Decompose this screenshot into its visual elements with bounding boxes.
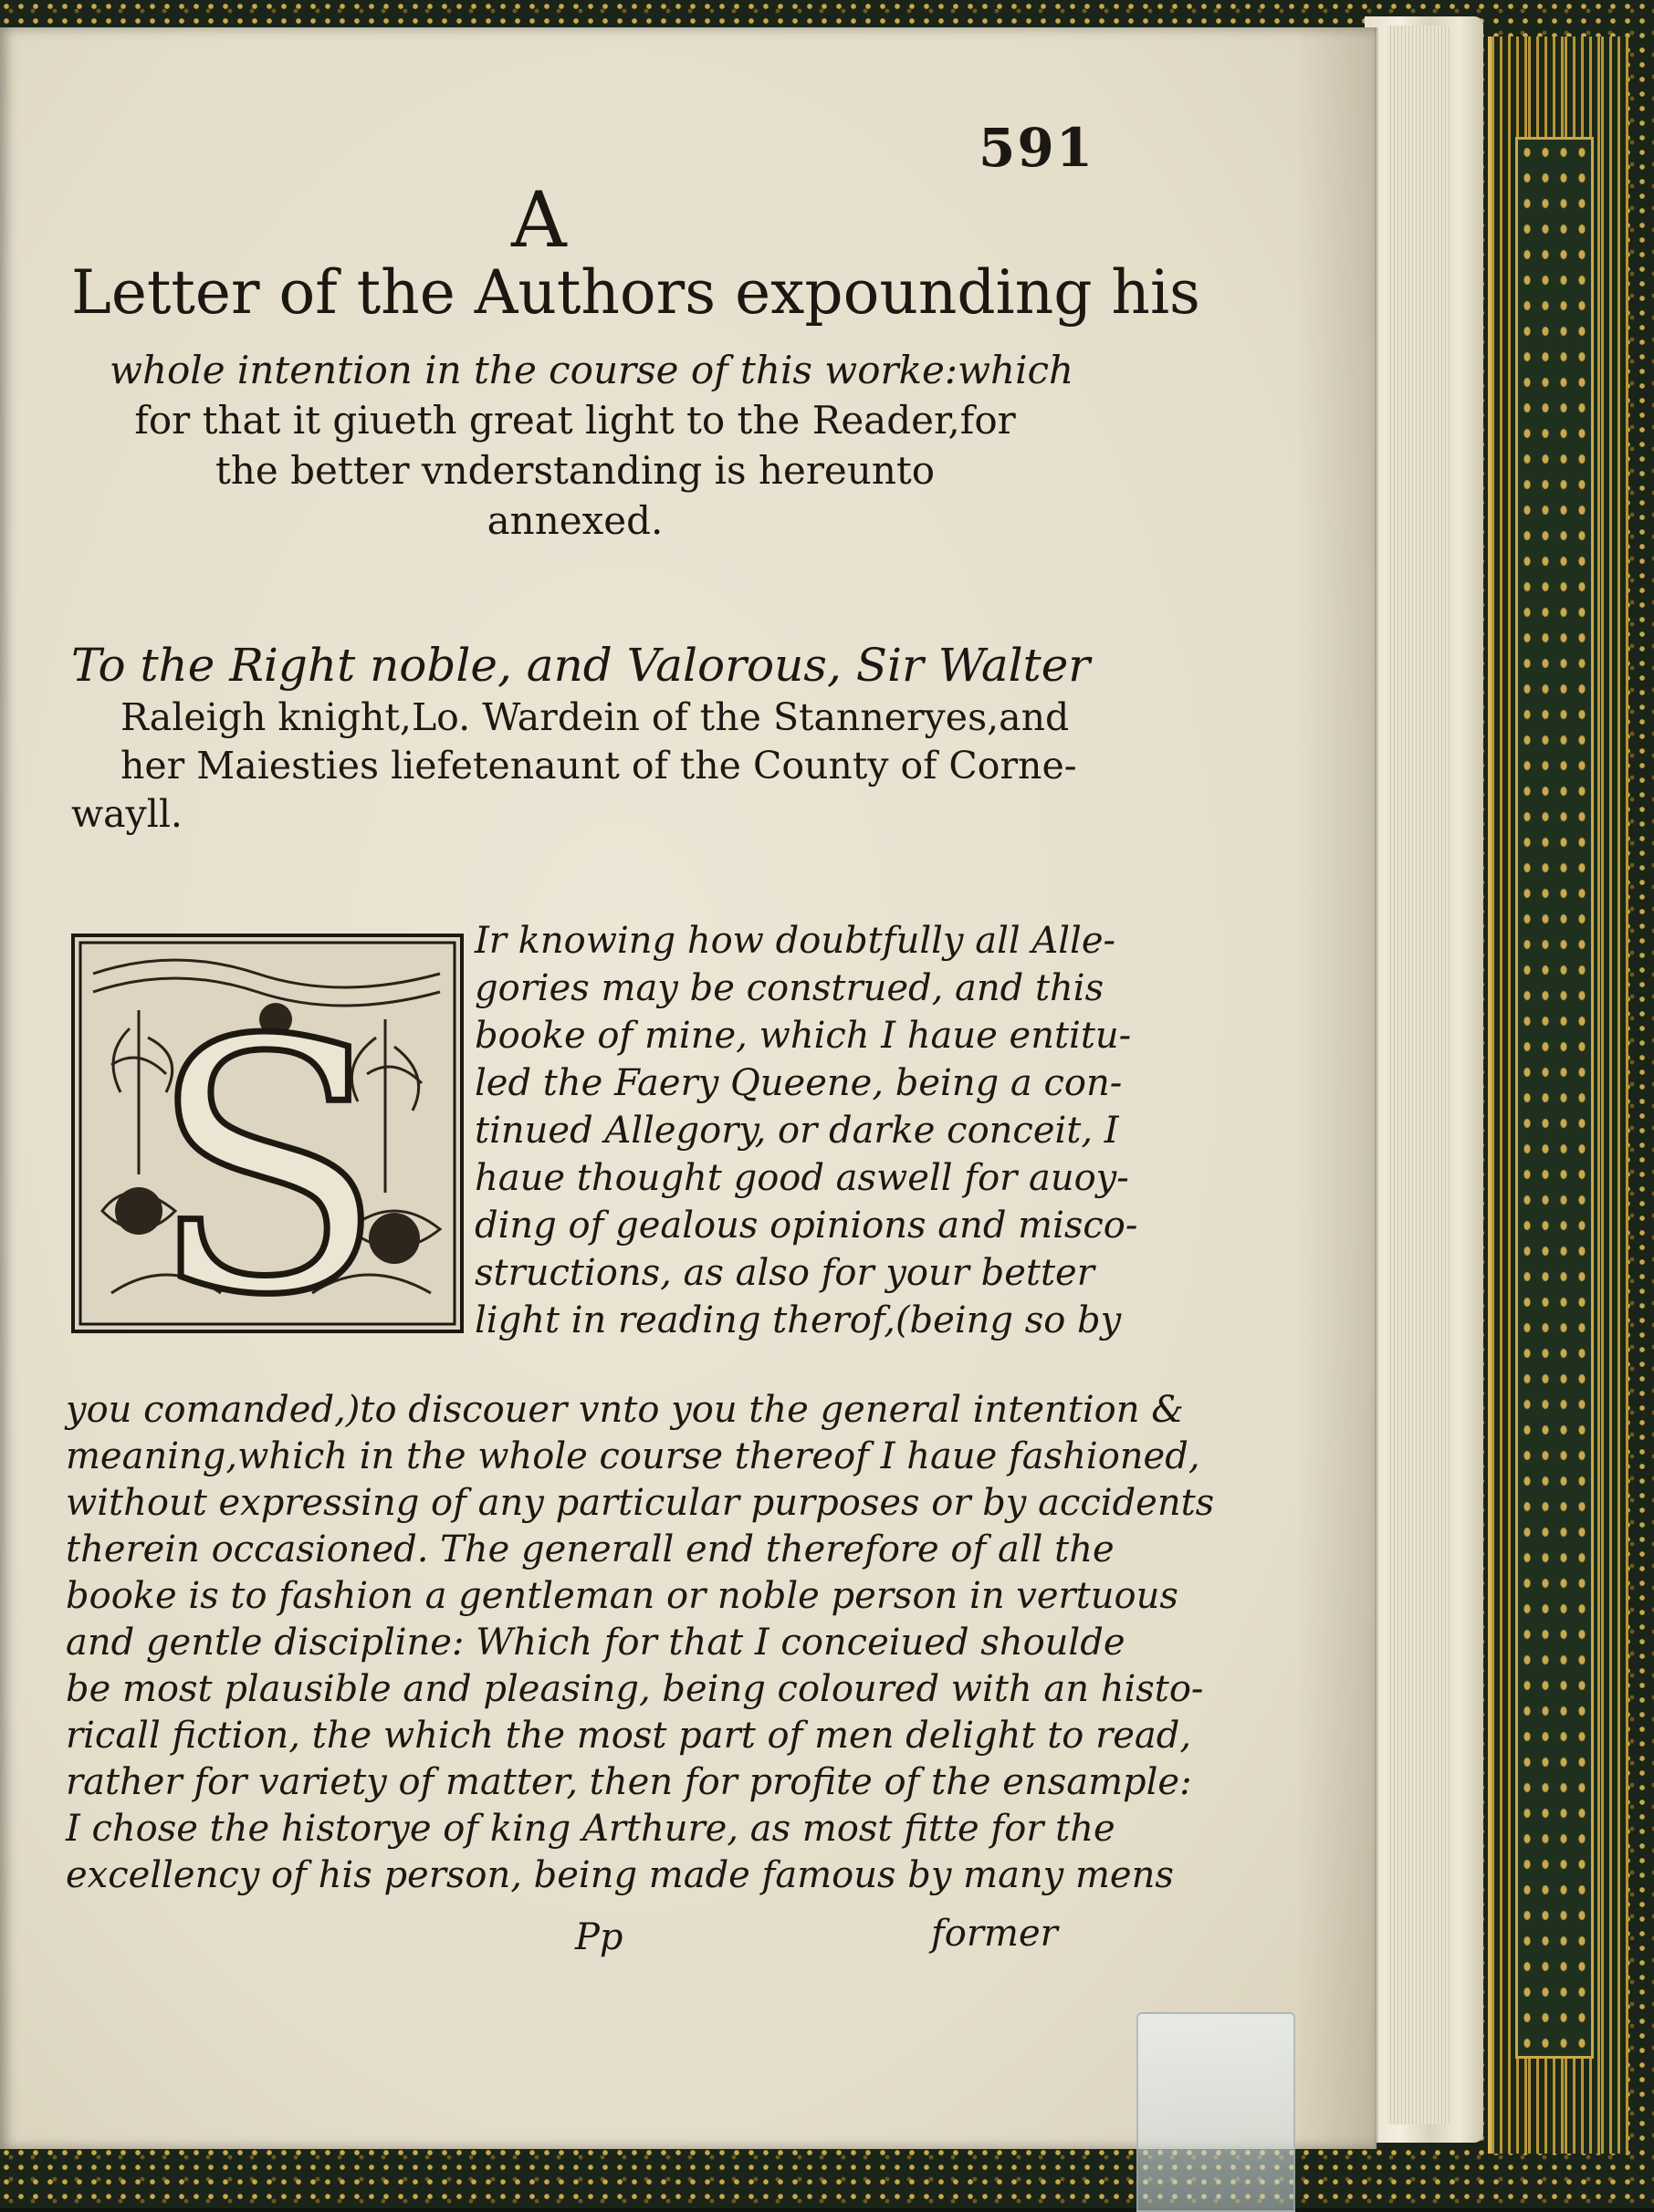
opening-paragraph xyxy=(475,917,1138,1344)
letter-body xyxy=(66,1387,1215,1899)
body-line: therein occasioned. The generall end therefore of all the xyxy=(66,1529,1115,1570)
body-line: meaning,which in the whole course thereof I haue fashioned, xyxy=(66,1435,1200,1477)
body-line: without expressing of any particular purposes or by accidents xyxy=(66,1482,1215,1524)
body-line: you comanded,)to discouer vnto you the general intention & xyxy=(66,1389,1184,1431)
subtitle-italic-line: whole intention in the course of this worke:which xyxy=(110,348,1074,392)
page-stack xyxy=(1387,26,1451,2124)
paragraph-line: haue thought good aswell for auoy- xyxy=(475,1157,1129,1199)
woodcut-illustration xyxy=(75,937,460,1330)
subtitle-line: for that it giueth great light to the Reader,for xyxy=(134,398,1016,443)
catchword: former xyxy=(931,1913,1058,1955)
dedication-address xyxy=(71,694,1077,839)
dedication-line: her Maiesties liefetenaunt of the County of Corne- xyxy=(120,744,1077,788)
woodcut-initial xyxy=(71,934,464,1333)
body-line: ricall fiction, the which the most part of men delight to read, xyxy=(66,1715,1192,1757)
body-line: booke is to fashion a gentleman or noble person in vertuous xyxy=(66,1575,1178,1617)
paragraph-line: ding of gealous opinions and misco- xyxy=(475,1205,1138,1247)
body-line: and gentle discipline: Which for that I conceiued shoulde xyxy=(66,1622,1125,1664)
dedication-line: Raleigh knight,Lo. Wardein of the Stanneryes,and xyxy=(120,695,1070,739)
paragraph-line: light in reading therof,(being so by xyxy=(475,1299,1122,1341)
paragraph-line: Ir knowing how doubtfully all Alle- xyxy=(475,920,1116,962)
subtitle-line: annexed. xyxy=(487,498,664,543)
gilt-ornament-panel xyxy=(1515,137,1594,2059)
body-line: I chose the historye of king Arthure, as most fitte for the xyxy=(66,1808,1115,1850)
body-line: excellency of his person, being made famous by many mens xyxy=(66,1854,1174,1896)
body-line: rather for variety of matter, then for profite of the ensample: xyxy=(66,1761,1192,1803)
page-number: 591 xyxy=(979,117,1095,179)
paragraph-line: gories may be construed, and this xyxy=(475,967,1104,1009)
page-title: Letter of the Authors expounding his xyxy=(71,257,1200,328)
subtitle-line: the better vnderstanding is hereunto xyxy=(215,448,936,493)
page-clip xyxy=(1136,2012,1295,2212)
body-line: be most plausible and pleasing, being coloured with an histo- xyxy=(66,1668,1204,1710)
paragraph-line: tinued Allegory, or darke conceit, I xyxy=(475,1110,1119,1152)
paragraph-line: structions, as also for your better xyxy=(475,1252,1094,1294)
dedication-heading: To the Right noble, and Valorous, Sir Walter xyxy=(71,639,1091,692)
paragraph-line: booke of mine, which I haue entitu- xyxy=(475,1015,1132,1057)
title-letter-a: A xyxy=(511,175,567,265)
paragraph-line: led the Faery Queene, being a con- xyxy=(475,1062,1123,1104)
title-subtitle xyxy=(110,345,1074,546)
signature-mark: Pp xyxy=(575,1916,623,1958)
drop-cap-letter: S xyxy=(148,966,387,1330)
dedication-line: wayll. xyxy=(71,792,183,836)
page-shadow xyxy=(1296,27,1378,2149)
